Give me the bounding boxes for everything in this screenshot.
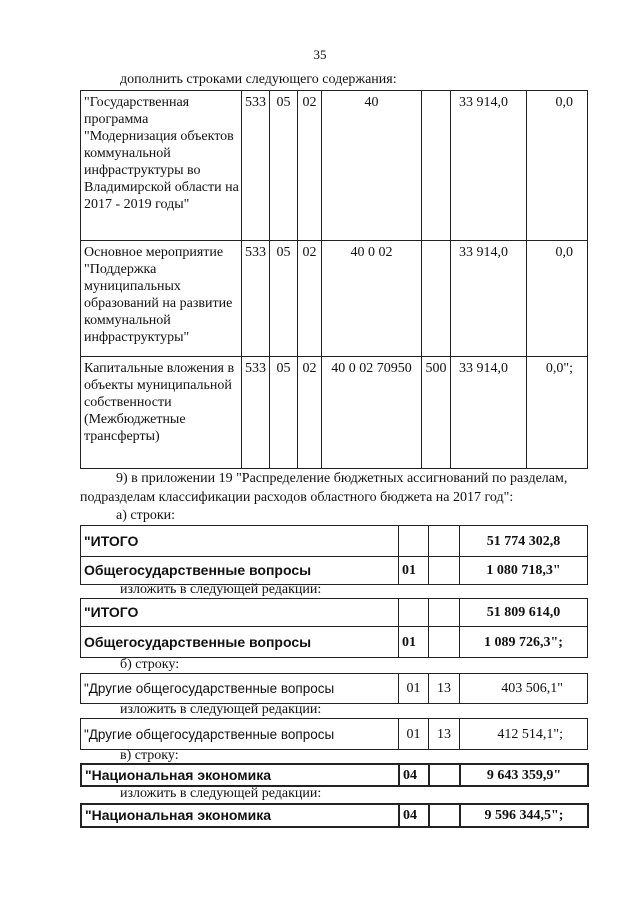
edit-label-2: изложить в следующей редакции: <box>120 702 322 717</box>
table-b <box>80 673 588 704</box>
table-row <box>81 557 588 585</box>
cell-c1: 533 <box>242 241 270 357</box>
row-name: Основное мероприятие "Поддержка муниципальных образований на развитие коммунальной инфраструктуры" <box>81 241 242 357</box>
cell-vr <box>422 91 451 241</box>
table-row <box>81 719 588 750</box>
table-row <box>81 804 588 827</box>
cell-c1: 533 <box>242 91 270 241</box>
row-code: 01 <box>399 719 429 750</box>
row-amount: 1 089 726,3"; <box>460 627 588 658</box>
row-name: "Государственная программа "Модернизация объектов коммунальной инфраструктуры во Владимирской области на 2017 - 2019 годы" <box>81 91 242 241</box>
sub-a-label: а) строки: <box>116 508 176 523</box>
cell-amount: 33 914,0 <box>451 357 527 469</box>
program-row <box>81 357 588 469</box>
row-sub <box>429 627 460 658</box>
row-code: 01 <box>399 557 429 585</box>
row-amount: 412 514,1"; <box>460 719 588 750</box>
row-name: Капитальные вложения в объекты муниципальной собственности (Межбюджетные трансферты) <box>81 357 242 469</box>
row-code: 01 <box>399 627 429 658</box>
table-a <box>80 525 588 585</box>
row-amount: 9 643 359,9" <box>460 764 588 786</box>
row-name: "ИТОГО <box>81 526 399 557</box>
table-c-new <box>80 803 589 828</box>
row-code <box>399 526 429 557</box>
cell-c3: 02 <box>298 357 322 469</box>
cell-c3: 02 <box>298 241 322 357</box>
table-row <box>81 627 588 658</box>
program-table <box>80 90 588 469</box>
program-row <box>81 91 588 241</box>
row-sub <box>429 599 460 627</box>
cell-c3: 02 <box>298 91 322 241</box>
cell-amount2: 0,0 <box>527 241 588 357</box>
cell-c2: 05 <box>270 241 298 357</box>
row-amount: 9 596 344,5"; <box>460 804 588 827</box>
intro-line: дополнить строками следующего содержания: <box>120 72 397 87</box>
row-name: "ИТОГО <box>81 599 399 627</box>
row-name: "Национальная экономика <box>81 764 399 786</box>
cell-amount2: 0,0 <box>527 91 588 241</box>
table-row <box>81 599 588 627</box>
edit-label-3: изложить в следующей редакции: <box>120 786 322 801</box>
row-name: "Другие общегосударственные вопросы <box>81 674 399 704</box>
row-code: 04 <box>399 764 429 786</box>
row-code: 01 <box>399 674 429 704</box>
cell-c2: 05 <box>270 91 298 241</box>
table-b-new <box>80 718 588 750</box>
cell-c2: 05 <box>270 357 298 469</box>
row-sub <box>429 764 460 786</box>
row-name: Общегосударственные вопросы <box>81 627 399 658</box>
row-code <box>399 599 429 627</box>
row-amount: 1 080 718,3" <box>460 557 588 585</box>
sub-b-label: б) строку: <box>120 657 180 672</box>
table-row <box>81 526 588 557</box>
cell-amount: 33 914,0 <box>451 91 527 241</box>
page-number: 35 <box>313 47 327 62</box>
row-sub: 13 <box>429 674 460 704</box>
cell-c1: 533 <box>242 357 270 469</box>
row-name: "Другие общегосударственные вопросы <box>81 719 399 750</box>
program-row <box>81 241 588 357</box>
table-c <box>80 763 589 787</box>
para9-line2: подразделам классификации расходов областного бюджета на 2017 год": <box>80 490 514 505</box>
row-code: 04 <box>399 804 429 827</box>
edit-label-1: изложить в следующей редакции: <box>120 582 322 597</box>
table-row <box>81 674 588 704</box>
sub-c-label: в) строку: <box>120 748 179 763</box>
cell-code: 40 <box>322 91 422 241</box>
row-amount: 51 809 614,0 <box>460 599 588 627</box>
row-name: "Национальная экономика <box>81 804 399 827</box>
row-sub <box>429 804 460 827</box>
cell-amount2: 0,0"; <box>527 357 588 469</box>
row-amount: 403 506,1" <box>460 674 588 704</box>
cell-amount: 33 914,0 <box>451 241 527 357</box>
para9-line1: 9) в приложении 19 "Распределение бюджетных ассигнований по разделам, <box>116 471 568 486</box>
table-row <box>81 764 588 786</box>
cell-code: 40 0 02 70950 <box>322 357 422 469</box>
row-sub <box>429 526 460 557</box>
row-sub: 13 <box>429 719 460 750</box>
cell-vr: 500 <box>422 357 451 469</box>
cell-code: 40 0 02 <box>322 241 422 357</box>
table-a-new <box>80 598 588 658</box>
row-name: Общегосударственные вопросы <box>81 557 399 585</box>
row-amount: 51 774 302,8 <box>460 526 588 557</box>
cell-vr <box>422 241 451 357</box>
row-sub <box>429 557 460 585</box>
